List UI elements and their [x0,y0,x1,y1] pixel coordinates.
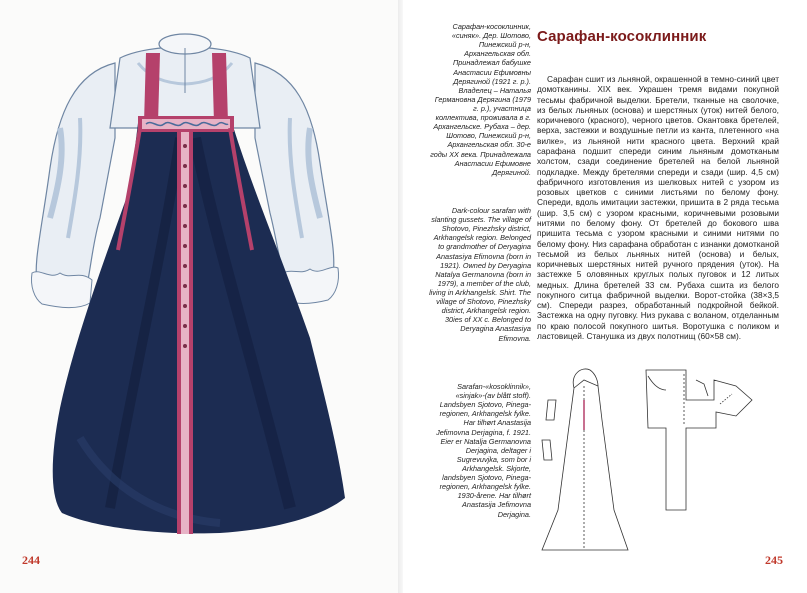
caption-norwegian-text: Sarafan-«kosoklinnik», «sinjak»-(av blått stoff). Landsbyen Sjotovo, Pinega-regionen, Arkhangelsk fylke. Har tilhørt Anastasija Jefimovna Derjagina, f. 1921. Eier er Natalja Germanovna Derjagina, deltager i Sugrevuvjka, som bor i Arkhangelsk. Skjorte, landsbyen Sjotovo, Pinega-regionen, Arkhangelsk fylke. 1930-årene. Har tilhørt Anastasija Jefimovna Derjagina. [436,382,531,519]
shirt-left-cuff [31,272,92,308]
caption-english [429,206,531,343]
page-number-right: 245 [765,553,783,567]
page-number-left: 244 [22,553,40,567]
strap-right [212,53,228,123]
strap-left [144,53,160,123]
page-title: Сарафан-косоклинник [537,28,707,45]
caption-norwegian [429,382,531,519]
sarafan-illustration [20,18,360,548]
sewing-pattern-diagrams [536,360,780,556]
left-page [0,0,403,593]
caption-english-text: Dark-colour sarafan with slanting gussets. The village of Shotovo, Pinezhsky district, Arkhangelsk region. Belonged to grandmother of Deryagina Anastasiya Efimovna (born in 1921). Owned by Deryagina Natalya Germanovna (born in 1979), a member of the club, living in Arkhangelsk. Shirt. The village of Shotovo, Pinezhsky district, Arkhangelsk region. 30ies of XX c. Belonged to Deryagina Anastasiya Efimovna. [429,206,531,343]
caption-russian-text: Сарафан-косоклинник, «синяк». Дер. Шотово, Пинежский р-н, Архангельская обл. Принадлежал бабушке Анастасии Ефимовны Дерягиной (1921 г. р.). Владелец – Наталья Германовна Дерягина (1979 г. р.), участница коллектива, проживала в г. Архангельске. Рубаха – дер. Шотово, Пинежский р-н, Архангельская обл. 30-е годы XX века. Принадлежала Анастасии Ефимовне Дерягиной. [430,22,531,177]
caption-russian [429,22,531,177]
description-text [537,74,779,341]
description-paragraph: Сарафан сшит из льняной, окрашенной в темно-синий цвет домотканины. XIX век. Украшен тремя видами покупной тесьмы фабричной выделки. Бретели, тканные на сволочке, из белых льняных (основа) и шерстяных (уток) нитей белого, коричневого (красного), черного цветов. Окантовка бретелей, верха, застежки и воздушные петли из канта, плетенного «на вилке», из льняной нити красного цвета. Верхний край сарафана подшит спереди синим льняным домотканым холстом, сзади соединение бретелей на белой льняной подкладке. Между бретелями спереди и сзади (шир. 4,5 см) фабричного изготовления из шелковых нитей с узором из розовых цветков с синими листьями по белому фону. Спереди, вдоль имитации застежки, пришита в 2 ряда тесьма (шир. 3,5 см) с узором красными, коричневыми розовыми нитями по белому фону. От бретелей до бокового шва пришита тесьма с узором красными и синими нитями по белому фону. Низ сарафана обработан с изнанки домотканой тесьмой из белых льняных нитей (основа) и белых, коричневых шерстяных нитей ручного прядения (уток). На застежке 5 оловянных круглых полых пуговок и 12 литых медных. Длина бретелей 33 см. Рубаха сшита из белого покупного ситца фабричной выделки. Ворот-стойка (38×3,5 см). Спереди разрез, обработанный подкройной бейкой. Застежка на одну пуговку. Низ рукава с воланом, отделанным по краю полосой покупного шитья. Воротушка с поликом и ластовицей. Станушка из двух полотнищ (60×58 см). [537,74,779,342]
sarafan-pattern [542,369,628,550]
shirt-pattern [646,370,752,510]
